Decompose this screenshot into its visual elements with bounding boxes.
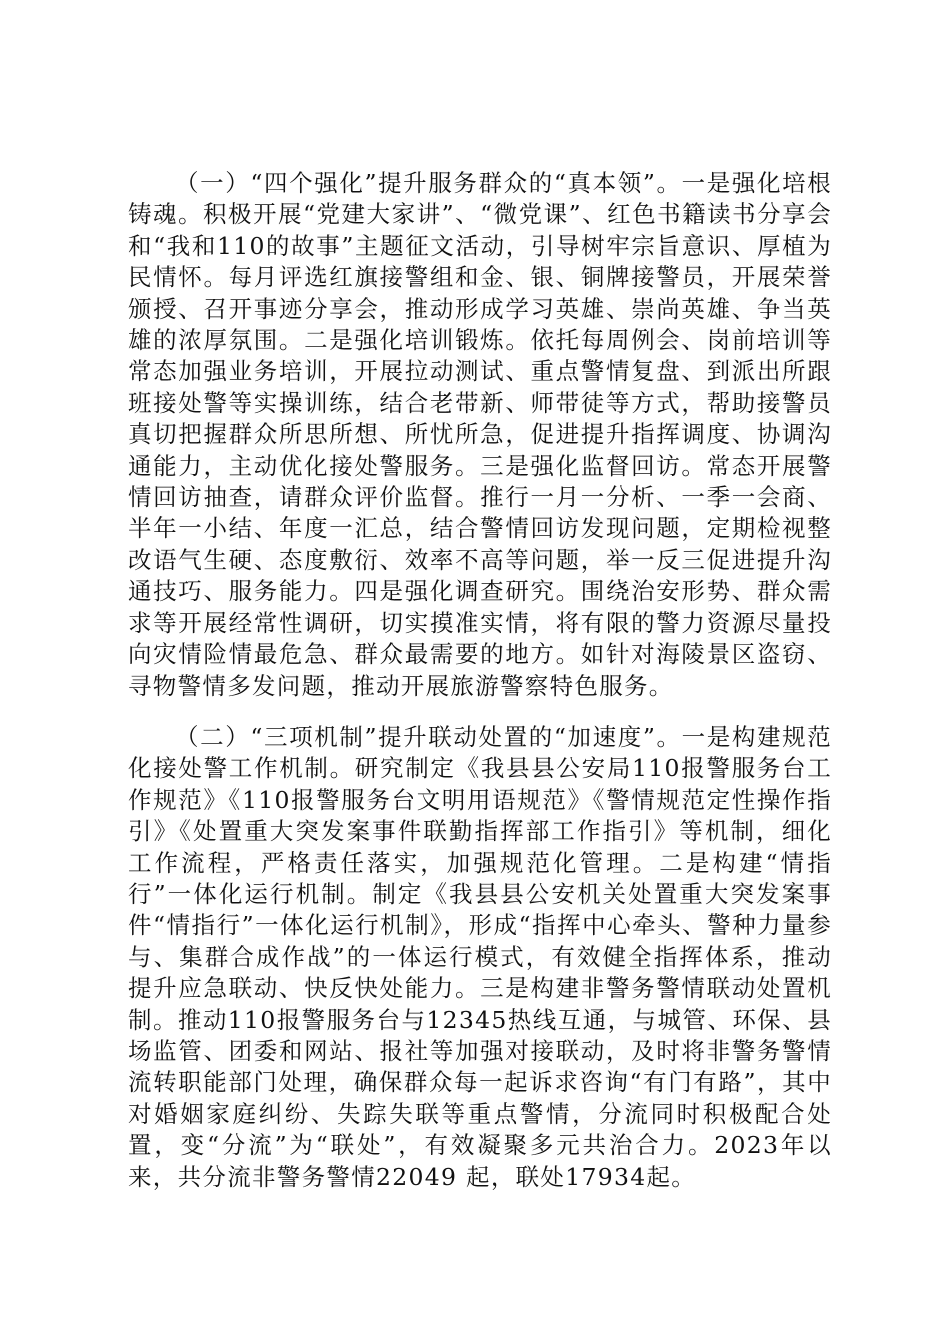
paragraph-four-strengthenings: （一）“四个强化”提升服务群众的“真本领”。一是强化培根铸魂。积极开展“党建大家讲”、“微党课”、红色书籍读书分享会和“我和110的故事”主题征文活动，引导树牢宗旨意识、厚植为民情怀。每月评选红旗接警组和金、银、铜牌接警员，开展荣誉颁授、召开事迹分享会，推动形成学习英雄、崇尚英雄、争当英雄的浓厚氛围。二是强化培训锻炼。依托每周例会、岗前培训等常态加强业务培训，开展拉动测试、重点警情复盘、到派出所跟班接处警等实操训练，结合老带新、师带徒等方式，帮助接警员真切把握群众所思所想、所忧所急，促进提升指挥调度、协调沟通能力，主动优化接处警服务。三是强化监督回访。常态开展警情回访抽查，请群众评价监督。推行一月一分析、一季一会商、半年一小结、年度一汇总，结合警情回访发现问题，定期检视整改语气生硬、态度敷衍、效率不高等问题，举一反三促进提升沟通技巧、服务能力。四是强化调查研究。围绕治安形势、群众需求等开展经常性调研，切实摸准实情，将有限的警力资源尽量投向灾情险情最危急、群众最需要的地方。如针对海陵景区盗窃、寻物警情多发问题，推动开展旅游警察特色服务。 — [128, 169, 832, 700]
paragraph-three-mechanisms: （二）“三项机制”提升联动处置的“加速度”。一是构建规范化接处警工作机制。研究制定《我县县公安局110报警服务台工作规范》《110报警服务台文明用语规范》《警情规范定性操作指引》《处置重大突发案事件联勤指挥部工作指引》等机制，细化工作流程，严格责任落实，加强规范化管理。二是构建“情指行”一体化运行机制。制定《我县县公安机关处置重大突发案事件“情指行”一体化运行机制》，形成“指挥中心牵头、警种力量参与、集群合成作战”的一体运行模式，有效健全指挥体系，推动提升应急联动、快反快处能力。三是构建非警务警情联动处置机制。推动110报警服务台与12345热线互通，与城管、环保、县场监管、团委和网站、报社等加强对接联动，及时将非警务警情流转职能部门处理，确保群众每一起诉求咨询“有门有路”，其中对婚姻家庭纠纷、失踪失联等重点警情，分流同时积极配合处置，变“分流”为“联处”，有效凝聚多元共治合力。2023年以来，共分流非警务警情22049 起，联处17934起。 — [128, 722, 832, 1191]
document-body — [128, 168, 832, 1193]
